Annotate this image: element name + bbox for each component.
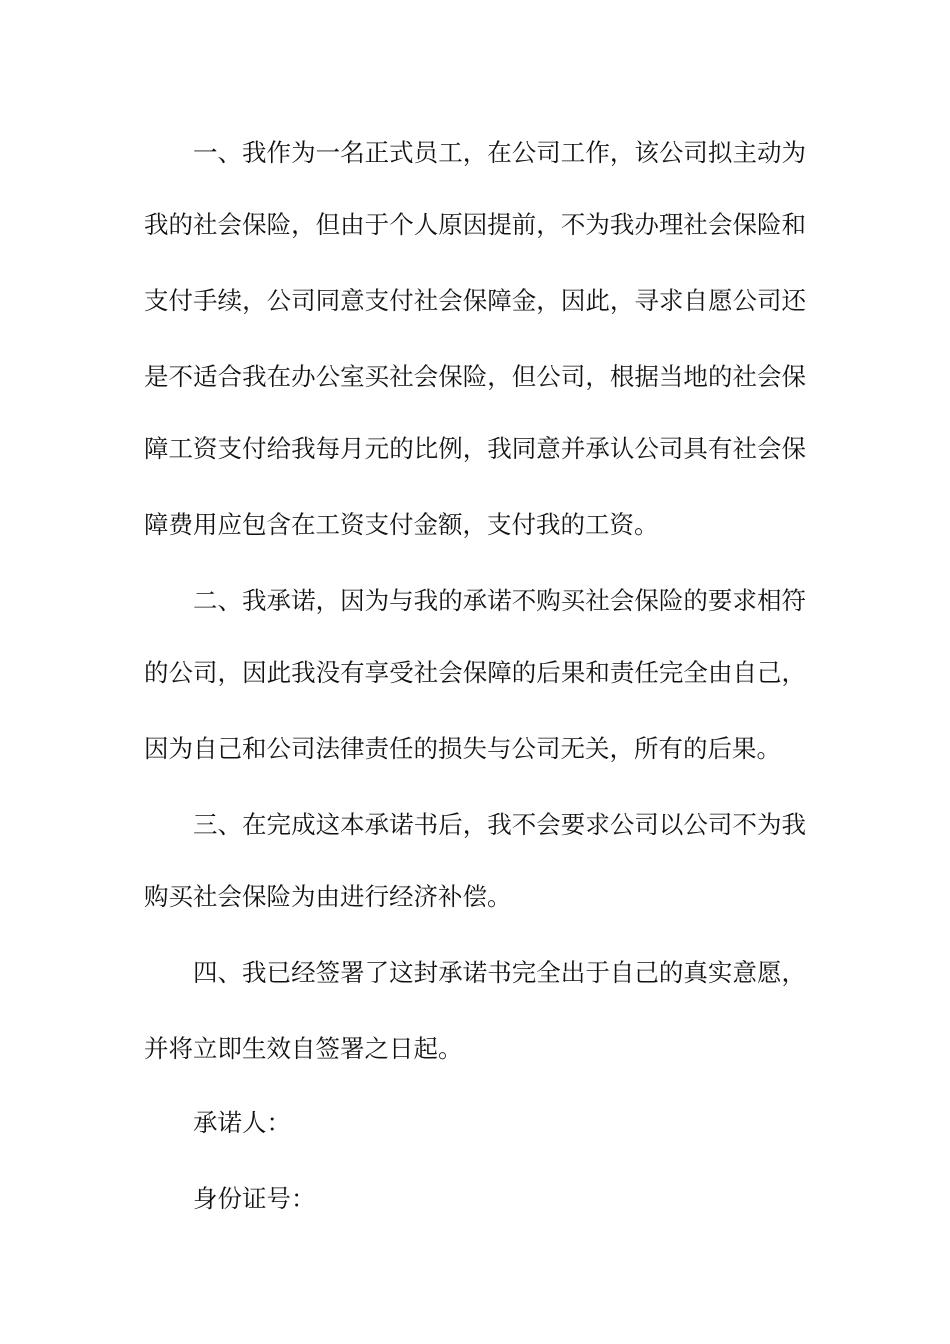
paragraph-4-line-2: 并将立即生效自签署之日起。: [144, 1034, 463, 1063]
paragraph-1-line-4: 是不适合我在办公室买社会保险，但公司，根据当地的社会保: [144, 362, 806, 391]
paragraph-3-line-1: 三、在完成这本承诺书后，我不会要求公司以公司不为我: [193, 810, 806, 839]
paragraph-1-line-6: 障费用应包含在工资支付金额，支付我的工资。: [144, 510, 659, 539]
paragraph-1-line-3: 支付手续，公司同意支付社会保障金，因此，寻求自愿公司还: [144, 286, 806, 315]
paragraph-2-line-2: 的公司，因此我没有享受社会保障的后果和责任完全由自己，: [144, 658, 806, 687]
paragraph-2-line-3: 因为自己和公司法律责任的损失与公司无关，所有的后果。: [144, 734, 781, 763]
id-number-label: 身份证号：: [193, 1184, 316, 1213]
paragraph-3-line-2: 购买社会保险为由进行经济补偿。: [144, 882, 512, 911]
paragraph-1-line-2: 我的社会保险，但由于个人原因提前，不为我办理社会保险和: [144, 210, 806, 239]
promisor-label: 承诺人：: [193, 1108, 291, 1137]
paragraph-4-line-1: 四、我已经签署了这封承诺书完全出于自己的真实意愿，: [193, 958, 806, 987]
paragraph-1-line-1: 一、我作为一名正式员工，在公司工作，该公司拟主动为: [193, 138, 806, 167]
paragraph-1-line-5: 障工资支付给我每月元的比例，我同意并承认公司具有社会保: [144, 434, 806, 463]
paragraph-2-line-1: 二、我承诺，因为与我的承诺不购买社会保险的要求相符: [193, 586, 806, 615]
